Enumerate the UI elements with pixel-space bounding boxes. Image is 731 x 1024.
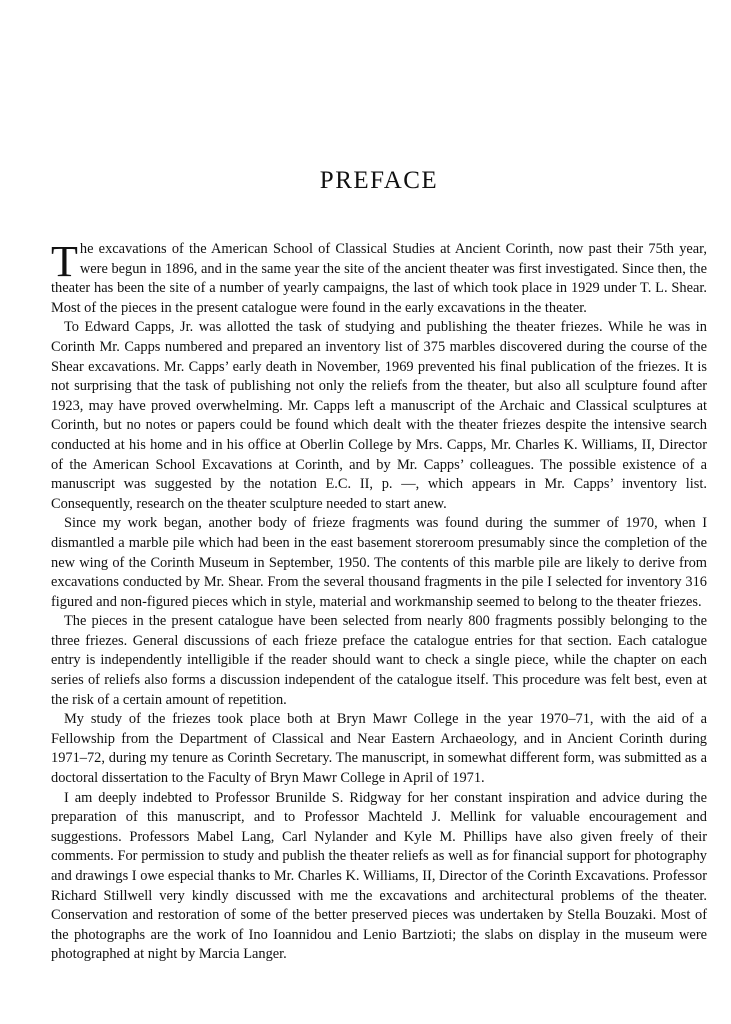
paragraph-6: I am deeply indebted to Professor Brunilde S. Ridgway for her constant inspiration and advice during the preparation of this manuscript, and to Professor Machteld J. Mellink for valuable encouragement and suggestions. Professors Mabel Lang, Carl Nylander and Kyle M. Phillips have also given freely of their comments. For permission to study and publish the theater reliefs as well as for financial support for photography and drawings I owe especial thanks to Mr. Charles K. Williams, II, Director of the Corinth Excavations. Professor Richard Stillwell very kindly discussed with me the excavations and architectural problems of the theater. Conservation and restoration of some of the better preserved pieces was undertaken by Stella Bouzaki. Most of the photographs are the work of Ino Ioannidou and Lenio Bartzioti; the slabs on display in the museum were photographed at night by Marcia Langer. <box>51 789 707 963</box>
paragraph-4: The pieces in the present catalogue have been selected from nearly 800 fragments possibly belonging to the three friezes. General discussions of each frieze preface the catalogue entries for that section. Each catalogue entry is independently intelligible if the reader should want to check a single piece, while the chapter on each series of reliefs also forms a discussion independent of the catalogue itself. This procedure was felt best, even at the risk of a certain amount of repetition. <box>51 613 707 708</box>
page-title: PREFACE <box>319 167 439 194</box>
drop-cap-initial: T <box>51 237 78 286</box>
preface-body <box>51 237 707 965</box>
paragraph-3: Since my work began, another body of frieze fragments was found during the summer of 1970, when I dismantled a marble pile which had been in the east basement storeroom presumably since the completion of the new wing of the Corinth Museum in September, 1950. The contents of this marble pile are likely to derive from excavations conducted by Mr. Shear. From the several thousand fragments in the pile I selected for inventory 316 figured and non-figured pieces which in style, material and workmanship seemed to belong to the theater friezes. <box>51 515 707 610</box>
paragraph-1 <box>51 237 707 318</box>
paragraph-5: My study of the friezes took place both at Bryn Mawr College in the year 1970–71, with the aid of a Fellowship from the Department of Classical and Near Eastern Archaeology, and in Ancient Corinth during 1971–72, during my tenure as Corinth Secretary. The manuscript, in somewhat different form, was submitted as a doctoral dissertation to the Faculty of Bryn Mawr College in April of 1971. <box>51 711 707 787</box>
paragraph-1-text: he excavations of the American School of Classical Studies at Ancient Corinth, now past their 75th year, were begun in 1896, and in the same year the site of the ancient theater was first investigated. Since then, the theater has been the site of a number of yearly campaigns, the last of which took place in 1929 under T. L. Shear. Most of the pieces in the present catalogue were found in the early excavations in the theater. <box>51 241 707 316</box>
paragraph-2: To Edward Capps, Jr. was allotted the task of studying and publishing the theater friezes. While he was in Corinth Mr. Capps numbered and prepared an inventory list of 375 marbles discovered during the course of the Shear excavations. Mr. Capps’ early death in November, 1969 prevented his final publication of the friezes. It is not surprising that the task of publishing not only the reliefs from the theater, but also all sculpture found after 1923, may have proved overwhelming. Mr. Capps left a manuscript of the Archaic and Classical sculptures at Corinth, but no notes or papers could be found which dealt with the theater friezes despite the intensive search conducted at his home and in his office at Oberlin College by Mrs. Capps, Mr. Charles K. Williams, II, Director of the American School Excavations at Corinth, and by Mr. Capps’ colleagues. The possible existence of a manuscript was suggested by the notation E.C. II, p. —, which appears in Mr. Capps’ inventory list. Consequently, research on the theater sculpture needed to start anew. <box>51 319 707 512</box>
